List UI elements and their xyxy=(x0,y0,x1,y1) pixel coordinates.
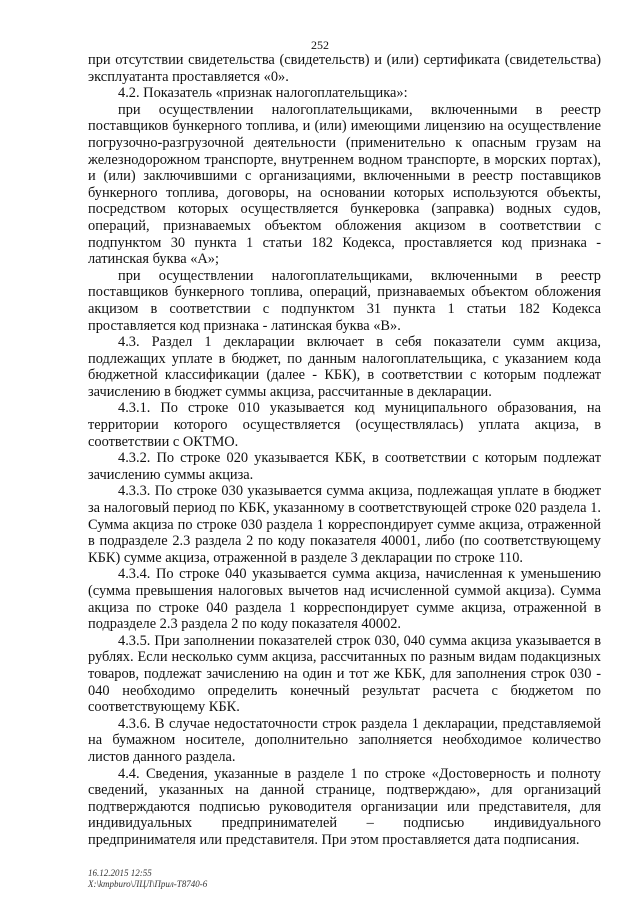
footer-file-info xyxy=(88,868,207,890)
paragraph-code-b: при осуществлении налогоплательщиками, включенными в реестр поставщиков бункерного топлива, операций, признаваемых объектом обложения акцизом в соответствии с подпунктом 31 пункта 1 статьи 182 Кодекса проставляется код признака - латинская буква «В». xyxy=(88,267,601,334)
paragraph-4-4: 4.4. Сведения, указанные в разделе 1 по строке «Достоверность и полноту сведений, указанных на данной странице, подтверждаю», для организаций подтверждаются подписью руководителя организации или представителя, для индивидуальных предпринимателей – подписью индивидуального предпринимателя или представителя. При этом проставляется дата подписания. xyxy=(88,765,601,848)
paragraph-4-3: 4.3. Раздел 1 декларации включает в себя показатели сумм акциза, подлежащих уплате в бюджет, по данным налогоплательщика, с указанием кода бюджетной классификации (далее - КБК), в соответствии с которым подлежат зачислению в бюджет суммы акциза, рассчитанные в декларации. xyxy=(88,334,601,400)
paragraph-4-3-4: 4.3.4. По строке 040 указывается сумма акциза, начисленная к уменьшению (сумма превышения налоговых вычетов над исчисленной суммой акциза). Сумма акциза по строке 040 раздела 1 корреспондирует сумме акциза, отраженной в подразделе 2.3 раздела 2 по коду показателя 40002. xyxy=(88,566,601,633)
paragraph-code-a: при осуществлении налогоплательщиками, включенными в реестр поставщиков бункерного топлива, и (или) имеющими лицензию на осуществление погрузочно-разгрузочной деятельности (применительно к опасным грузам на железнодорожном транспорте, внутреннем водном транспорте, в морских портах), и (или) заключившими с организациями, включенными в реестр поставщиков бункерного топлива, договоры, на основании которых используются объекты, посредством которых осуществляется бункеровка (заправка) водных судов, операций, признаваемых объектом обложения акцизом в соответствии с подпунктом 30 пункта 1 статьи 182 Кодекса, проставляется код признака - латинская буква «А»; xyxy=(88,101,601,268)
page-number: 252 xyxy=(311,38,329,52)
paragraph-continuation: при отсутствии свидетельства (свидетельств) и (или) сертификата (свидетельства) эксплуатанта проставляется «0». xyxy=(88,52,601,85)
footer-file-path: X:\kmpburo\ЛЦЛ\Прил-Т8740-6 xyxy=(88,879,208,889)
paragraph-4-3-6: 4.3.6. В случае недостаточности строк раздела 1 декларации, представляемой на бумажном носителе, дополнительно заполняется необходимое количество листов данного раздела. xyxy=(88,715,601,765)
paragraph-4-3-2: 4.3.2. По строке 020 указывается КБК, в соответствии с которым подлежат зачислению суммы акциза. xyxy=(88,450,601,483)
footer-timestamp: 16.12.2015 12:55 xyxy=(88,868,152,878)
paragraph-4-2-heading: 4.2. Показатель «признак налогоплательщика»: xyxy=(118,85,408,102)
paragraph-4-3-5: 4.3.5. При заполнении показателей строк 030, 040 сумма акциза указывается в рублях. Если несколько сумм акциза, рассчитанных по разным видам подакцизных товаров, подлежат зачислению на один и тот же КБК, для заполнения строк 030 - 040 необходимо определить конечный результат расчета с бюджетом по соответствующему КБК. xyxy=(88,632,601,716)
document-body xyxy=(88,52,601,849)
paragraph-4-3-1: 4.3.1. По строке 010 указывается код муниципального образования, на территории которого осуществляется (осуществлялась) уплата акциза, в соответствии с ОКТМО. xyxy=(88,400,601,450)
paragraph-4-3-3: 4.3.3. По строке 030 указывается сумма акциза, подлежащая уплате в бюджет за налоговый период по КБК, указанному в соответствующей строке 020 раздела 1. Сумма акциза по строке 030 раздела 1 корреспондирует сумме акциза, отраженной в подразделе 2.3 раздела 2 по коду показателя 40001, либо (по соответствующему КБК) сумме акциза, отраженной в разделе 3 декларации по строке 110. xyxy=(88,483,601,566)
